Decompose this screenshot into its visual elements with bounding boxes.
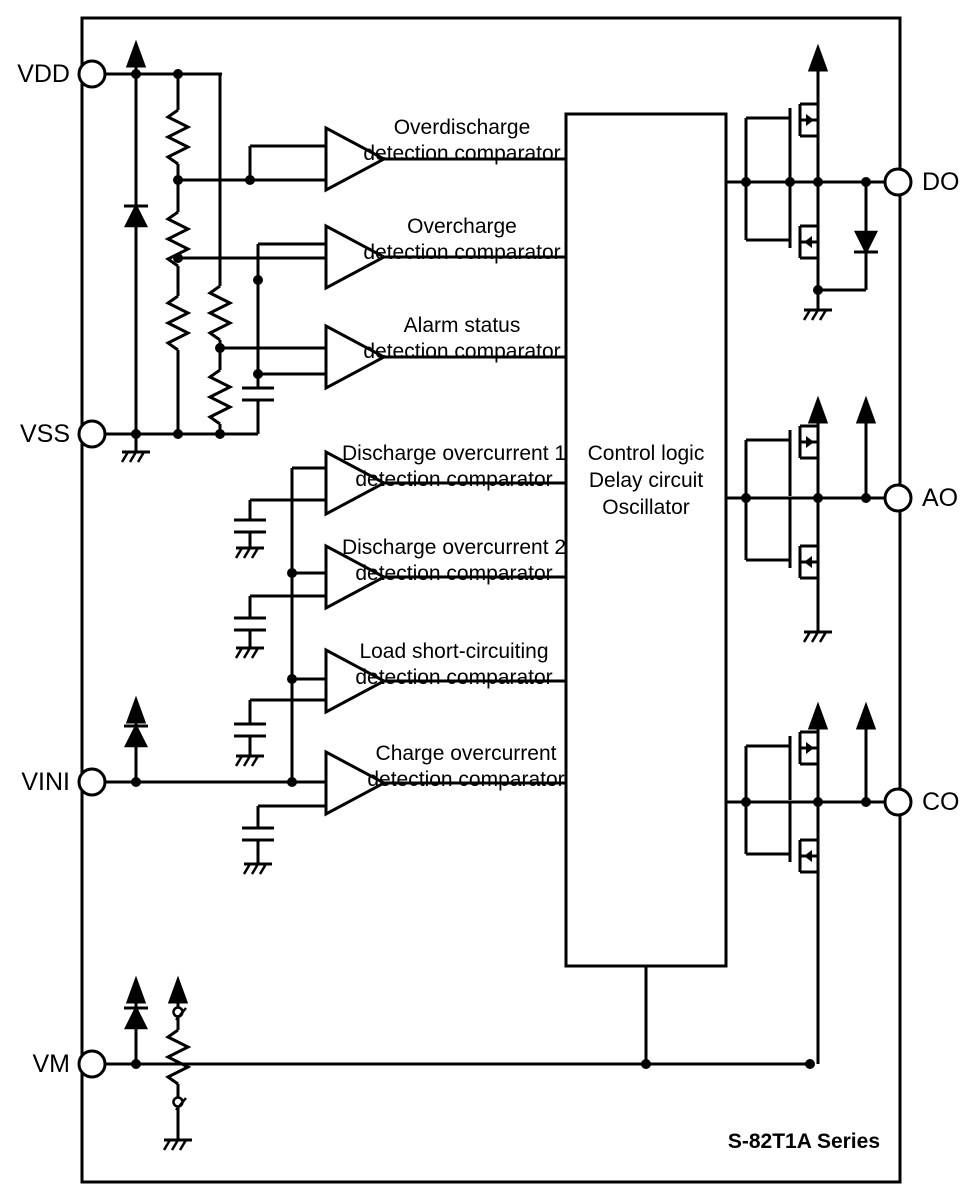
ground-symbol-vss (122, 452, 150, 462)
comparator-label-coc-line1: Charge overcurrent (375, 742, 557, 765)
junction-co-out (813, 797, 823, 807)
junction-comp7-in (287, 777, 297, 787)
pin-terminal-do (885, 169, 911, 195)
junction-vini (131, 777, 141, 787)
junction-co-in (741, 797, 751, 807)
resistor-vm (168, 1030, 188, 1084)
junction-ao-out (813, 493, 823, 503)
ground-symbol-cap3 (236, 648, 264, 658)
junction-do-out (813, 177, 823, 187)
comparator-label-doc2-line2: detection comparator (355, 562, 553, 585)
comparator-label-doc1-line1: Discharge overcurrent 1 (341, 442, 567, 465)
junction-ao-in (741, 493, 751, 503)
pin-terminal-vini (79, 769, 105, 795)
comparator-label-doc1-line2: detection comparator (355, 468, 553, 491)
pin-label-vss: VSS (19, 420, 70, 448)
pin-terminal-vss (79, 421, 105, 447)
pin-label-co: CO (922, 788, 960, 816)
esd-diode-vini (126, 726, 146, 746)
esd-arrow-vdd-up (128, 44, 144, 66)
mosfet-co-nmos (746, 802, 818, 1064)
comparator-label-overdischarge-line1: Overdischarge (393, 116, 531, 139)
resistor-vdd-4 (210, 286, 230, 340)
junction-comp5-in (287, 568, 297, 578)
resistor-vdd-5 (210, 370, 230, 424)
comparator-label-lsc-line1: Load short-circuiting (359, 640, 549, 663)
pin-terminal-ao (885, 485, 911, 511)
pin-label-vini: VINI (21, 768, 70, 796)
ground-symbol-cap5 (244, 864, 272, 874)
pin-label-ao: AO (922, 484, 959, 512)
junction-vss-2 (173, 429, 183, 439)
junction-ao-esd (861, 493, 871, 503)
series-label: S-82T1A Series (727, 1130, 880, 1153)
esd-diode-co (858, 706, 874, 728)
resistor-vdd-1 (168, 110, 188, 164)
junction-do-gates (785, 177, 795, 187)
mosfet-ao-pmos (746, 400, 826, 498)
junction-vdd-1 (131, 69, 141, 79)
pin-terminal-co (885, 789, 911, 815)
junction-control-vm (641, 1059, 651, 1069)
junction-vdd-2 (173, 69, 183, 79)
comparator-label-overcharge-line1: Overcharge (407, 215, 517, 238)
mosfet-co-pmos (746, 706, 826, 802)
pin-terminal-vm (79, 1051, 105, 1077)
esd-diode-ao (858, 400, 874, 422)
junction-comp6-in (287, 674, 297, 684)
junction-do-in (741, 177, 751, 187)
comparator-label-overcharge-line2: detection comparator (363, 241, 561, 264)
esd-diode-vdd (126, 206, 146, 226)
pin-label-vdd: VDD (17, 60, 70, 88)
junction-co-esd (861, 797, 871, 807)
control-logic-block (566, 114, 726, 966)
mosfet-ao-nmos (746, 498, 818, 632)
mosfet-do-nmos (746, 182, 818, 310)
esd-arrow-vm-up (128, 980, 144, 1002)
ground-symbol-do (804, 310, 832, 320)
junction-do-esd-return (813, 285, 823, 295)
junction-do-esd (861, 177, 871, 187)
mosfet-do-pmos (746, 48, 826, 182)
comparator-label-overdischarge-line2: detection comparator (363, 142, 561, 165)
pin-terminal-vdd (79, 61, 105, 87)
resistor-vdd-3 (168, 296, 188, 350)
ground-symbol-cap2 (236, 548, 264, 558)
comparator-label-lsc-line2: detection comparator (355, 666, 553, 689)
junction-vm (131, 1059, 141, 1069)
esd-diode-vm (126, 1008, 146, 1028)
esd-arrow-vm2-up (170, 980, 186, 1002)
esd-arrow-vini-up (128, 700, 144, 722)
control-block-line2: Delay circuit (588, 469, 704, 492)
junction-vss-3 (215, 429, 225, 439)
junction-co-vm (805, 1059, 815, 1069)
pin-label-vm: VM (32, 1050, 70, 1078)
comparator-label-alarm-line1: Alarm status (403, 314, 521, 337)
ic-outline (82, 18, 900, 1182)
esd-diode-do (856, 232, 876, 252)
pin-label-do: DO (922, 168, 960, 196)
control-block-line3: Oscillator (602, 496, 690, 519)
control-block-line1: Control logic (587, 442, 705, 465)
comparator-label-doc2-line1: Discharge overcurrent 2 (341, 536, 567, 559)
comparator-label-alarm-line2: detection comparator (363, 340, 561, 363)
junction-comp3-in (253, 369, 263, 379)
ground-symbol-cap4 (236, 756, 264, 766)
ground-symbol-vm (164, 1140, 192, 1150)
junction-comp1-in (245, 175, 255, 185)
comparator-label-coc-line2: detection comparator (367, 768, 565, 791)
ground-symbol-ao (804, 632, 832, 642)
